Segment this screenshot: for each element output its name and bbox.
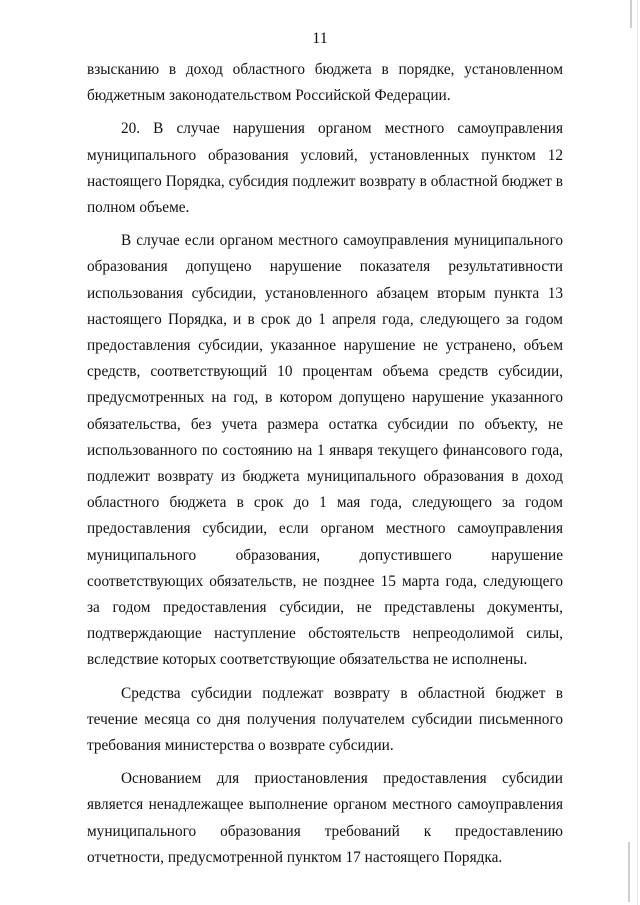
scan-artifact-top: [630, 0, 632, 28]
scan-artifact-bottom: [628, 842, 630, 902]
paragraph-item-20: 20. В случае нарушения органом местного самоуправления муниципального образования условий, установленных пунктом 12 настоящего Порядка, субсидия подлежит возврату в областной бюджет в полном объеме.: [87, 120, 563, 217]
paragraph-violation-indicator: В случае если органом местного самоуправления муниципального образования допущено нарушение показателя результативности использования субсидии, установленного абзацем вторым пункта 13 настоящего Порядка, и в срок до 1 апреля года, следующего за годом предоставления субсидии, указанное нарушение не устранено, объем средств, соответствующий 10 процентам объема средств субсидии, предусмотренных на год, в котором допущено нарушение указанного обязательства, без учета размера остатка субсидии по объекту, не использованного по состоянию на 1 января текущего финансового года, подлежит возврату из бюджета муниципального образования в доход областного бюджета в срок до 1 мая года, следующего за годом предоставления субсидии, если органом местного самоуправления муниципального образования, допустившего нарушение соответствующих обязательств, не позднее 15 марта года, следующего за годом предоставления субсидии, не представлены документы, подтверждающие наступление обстоятельств непреодолимой силы, вследствие которых соответствующие обязательства не исполнены.: [87, 232, 563, 669]
paragraph-continuation: взысканию в доход областного бюджета в порядке, установленном бюджетным законодательством Российской Федерации.: [87, 61, 563, 105]
paragraph-return-deadline: Средства субсидии подлежат возврату в областной бюджет в течение месяца со дня получения получателем субсидии письменного требования министерства о возврате субсидии.: [87, 684, 563, 755]
scan-edge-line: [637, 0, 638, 905]
page-number: 11: [312, 30, 328, 47]
paragraph-suspension-grounds: Основанием для приостановления предоставления субсидии является ненадлежащее выполнение органом местного самоуправления муниципального образования требований к предоставлению отчетности, предусмотренной пунктом 17 настоящего Порядка.: [87, 770, 563, 866]
document-body: [87, 57, 563, 871]
